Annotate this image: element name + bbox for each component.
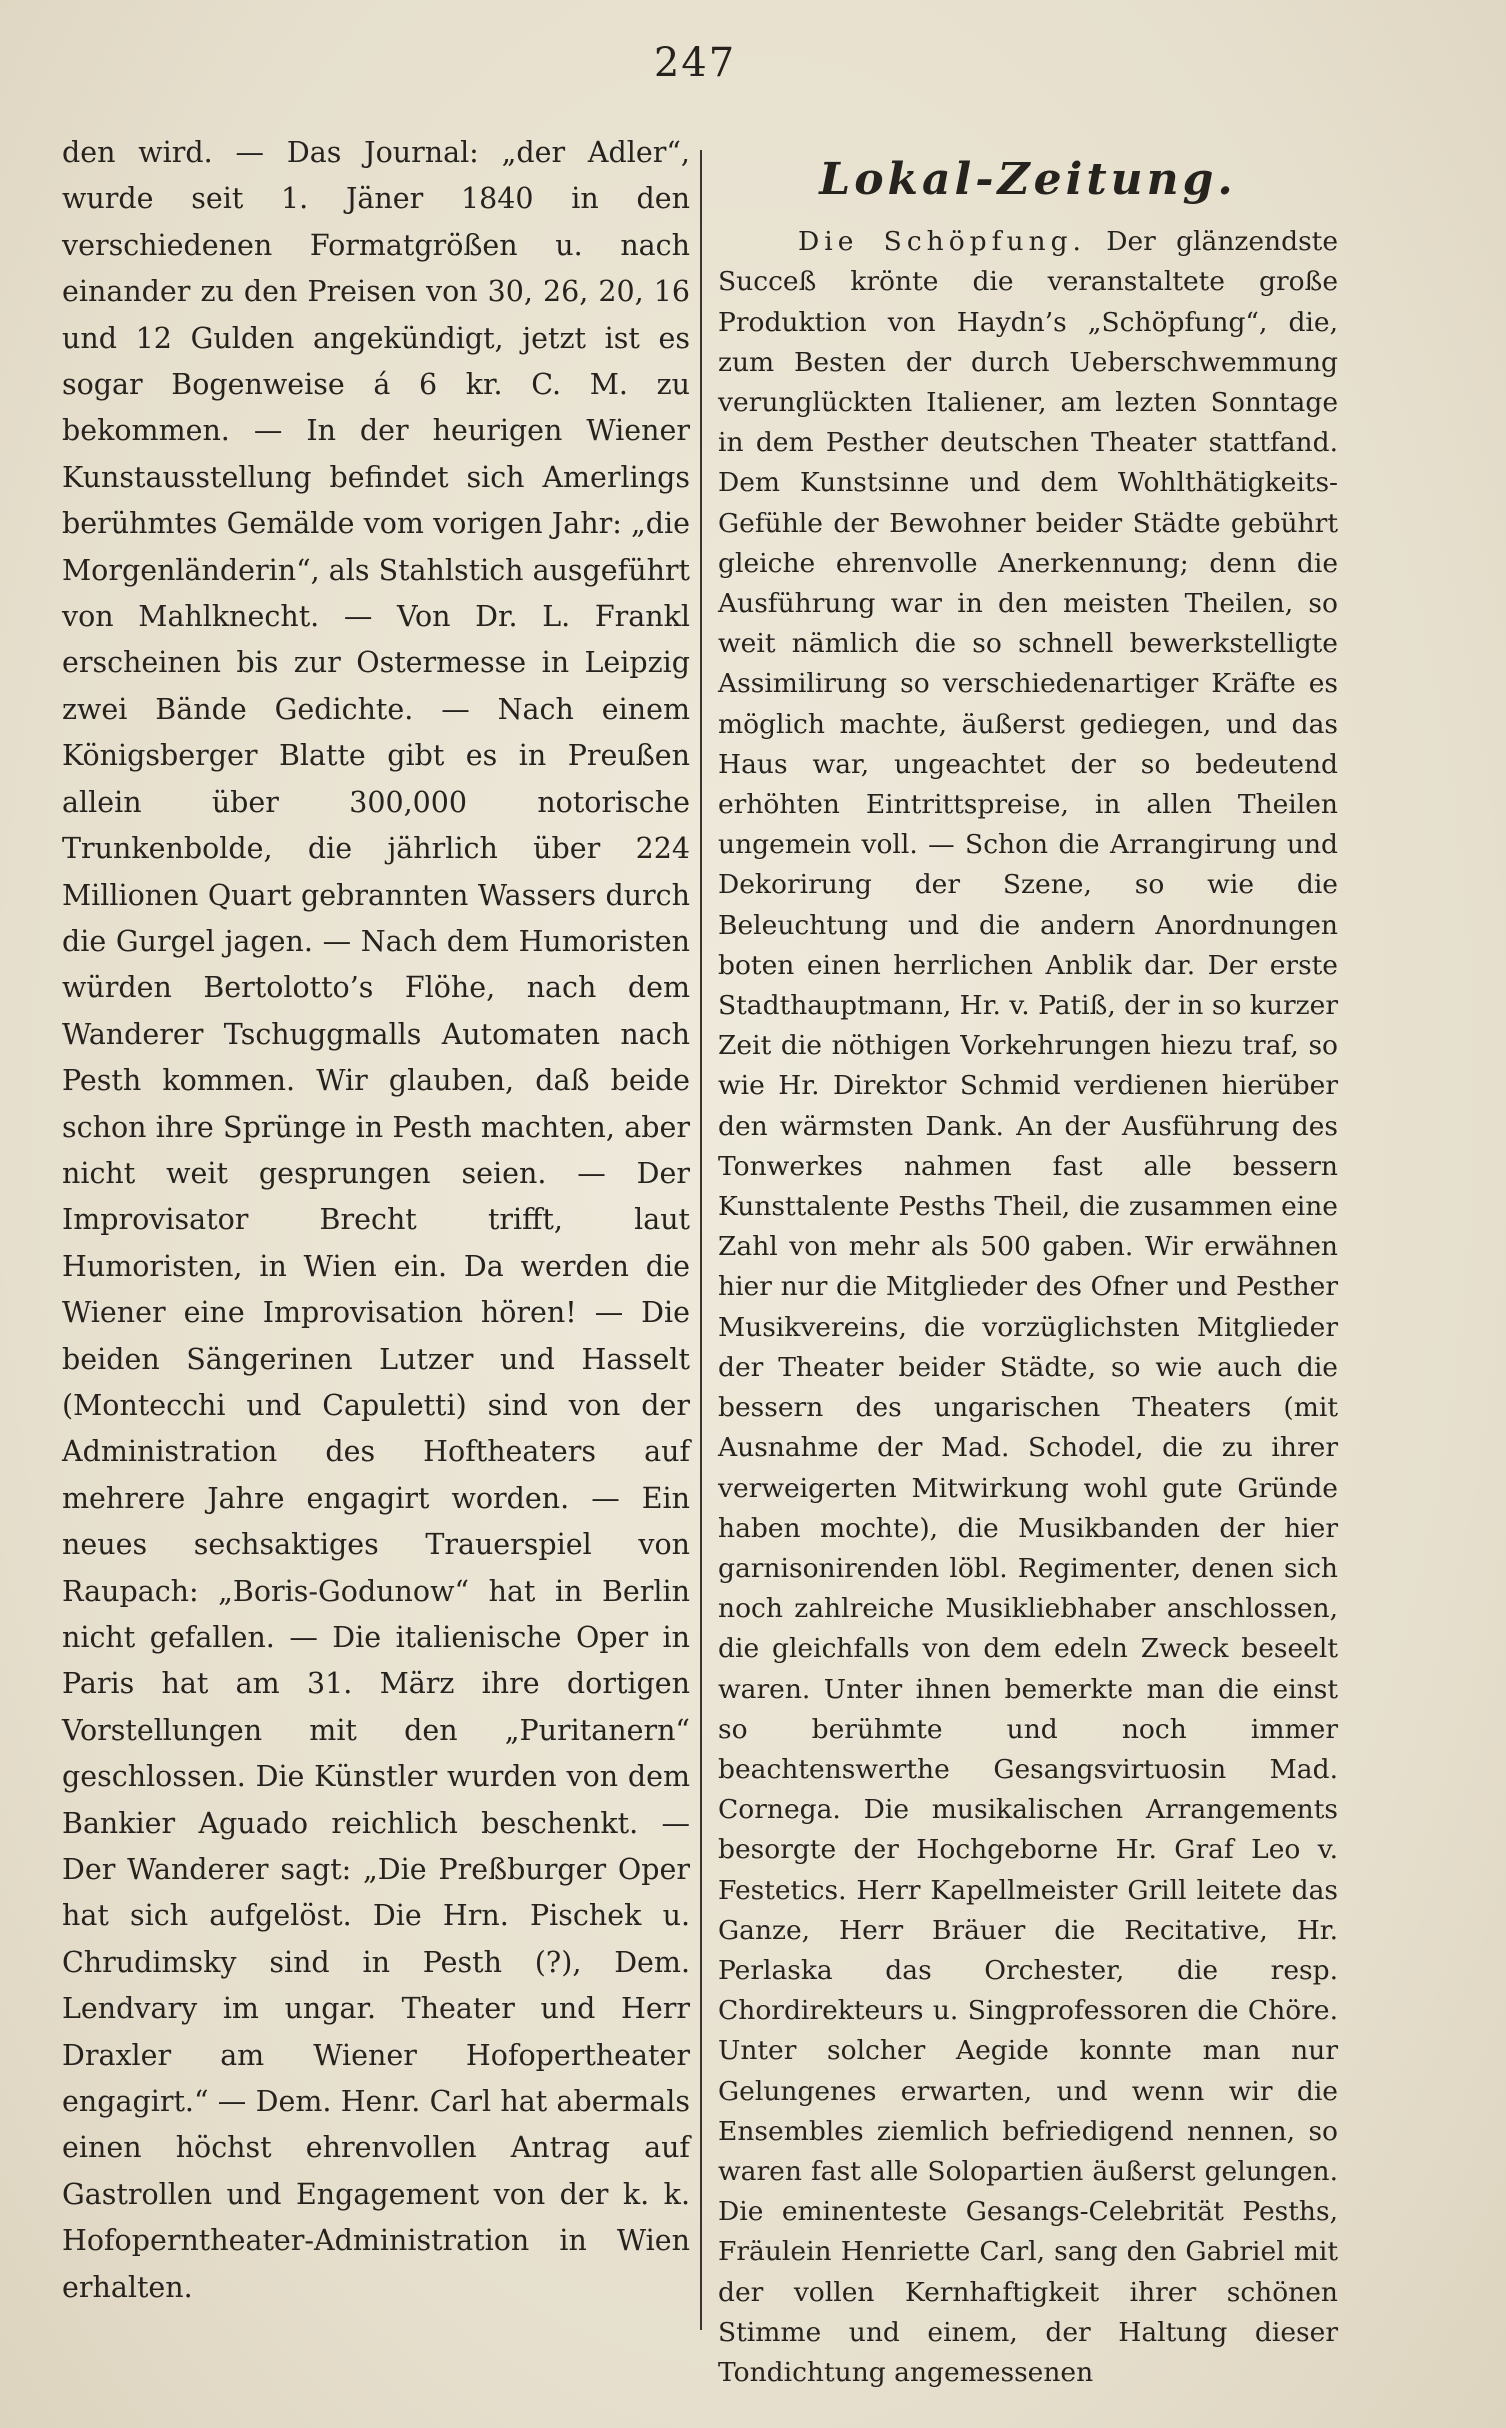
left-column	[62, 130, 690, 2311]
article-body	[718, 222, 1338, 2393]
column-divider	[700, 150, 702, 2330]
page-number: 247	[653, 40, 737, 86]
section-title: Lokal-Zeitung.	[819, 154, 1237, 205]
article-text: Der glänzendste Succeß krönte die veranstaltete große Produktion von Haydn’s „Schöpfung“, die, zum Besten der durch Ueberschwemmung verunglückten Italiener, am lezten Sonntage in dem Pesther deutschen Theater stattfand. Dem Kunstsinne und dem Wohlthätigkeits-Gefühle der Bewohner beider Städte gebührt gleiche ehrenvolle Anerkennung; denn die Ausführung war in den meisten Theilen, so weit nämlich die so schnell bewerkstelligte Assimilirung so verschiedenartiger Kräfte es möglich machte, äußerst gediegen, und das Haus war, ungeachtet der so bedeutend erhöhten Eintrittspreise, in allen Theilen ungemein voll. — Schon die Arrangirung und Dekorirung der Szene, so wie die Beleuchtung und die andern Anordnungen boten einen herrlichen Anblik dar. Der erste Stadthauptmann, Hr. v. Patiß, der in so kurzer Zeit die nöthigen Vorkehrungen hiezu traf, so wie Hr. Direktor Schmid verdienen hierüber den wärmsten Dank. An der Ausführung des Tonwerkes nahmen fast alle bessern Kunsttalente Pesths Theil, die zusammen eine Zahl von mehr als 500 gaben. Wir erwähnen hier nur die Mitglieder des Ofner und Pesther Musikvereins, die vorzüglichsten Mitglieder der Theater beider Städte, so wie auch die bessern des ungarischen Theaters (mit Ausnahme der Mad. Schodel, die zu ihrer verweigerten Mitwirkung wohl gute Gründe haben mochte), die Musikbanden der hier garnisonirenden löbl. Regimenter, denen sich noch zahlreiche Musikliebhaber anschlossen, die gleichfalls von dem edeln Zweck beseelt waren. Unter ihnen bemerkte man die einst so berühmte und noch immer beachtenswerthe Gesangsvirtuosin Mad. Cornega. Die musikalischen Arrangements besorgte der Hochgeborne Hr. Graf Leo v. Festetics. Herr Kapellmeister Grill leitete das Ganze, Herr Bräuer die Recitative, Hr. Perlaska das Orchester, die resp. Chordirekteurs u. Singprofessoren die Chöre. Unter solcher Aegide konnte man nur Gelungenes erwarten, und wenn wir die Ensembles ziemlich befriedigend nennen, so waren fast alle Solopartien äußerst gelungen. Die eminenteste Gesangs-Celebrität Pesths, Fräulein Henriette Carl, sang den Gabriel mit der vollen Kernhaftigkeit ihrer schönen Stimme und einem, der Haltung dieser Tondichtung angemessenen	[718, 226, 1339, 2388]
article-lead: Die Schöpfung.	[798, 226, 1086, 258]
left-column-text: den wird. — Das Journal: „der Adler“, wurde seit 1. Jäner 1840 in den verschiedenen Formatgrößen u. nach einander zu den Preisen von 30, 26, 20, 16 und 12 Gulden angekündigt, jetzt ist es sogar Bogenweise á 6 kr. C. M. zu bekommen. — In der heurigen Wiener Kunstausstellung befindet sich Amerlings berühmtes Gemälde vom vorigen Jahr: „die Morgenländerin“, als Stahlstich ausgeführt von Mahlknecht. — Von Dr. L. Frankl erscheinen bis zur Ostermesse in Leipzig zwei Bände Gedichte. — Nach einem Königsberger Blatte gibt es in Preußen allein über 300,000 notorische Trunkenbolde, die jährlich über 224 Millionen Quart gebrannten Wassers durch die Gurgel jagen. — Nach dem Humoristen würden Bertolotto’s Flöhe, nach dem Wanderer Tschuggmalls Automaten nach Pesth kommen. Wir glauben, daß beide schon ihre Sprünge in Pesth machten, aber nicht weit gesprungen seien. — Der Improvisator Brecht trifft, laut Humoristen, in Wien ein. Da werden die Wiener eine Improvisation hören! — Die beiden Sängerinen Lutzer und Hasselt (Montecchi und Capuletti) sind von der Administration des Hoftheaters auf mehrere Jahre engagirt worden. — Ein neues sechsaktiges Trauerspiel von Raupach: „Boris-Godunow“ hat in Berlin nicht gefallen. — Die italienische Oper in Paris hat am 31. März ihre dortigen Vorstellungen mit den „Puritanern“ geschlossen. Die Künstler wurden von dem Bankier Aguado reichlich beschenkt. — Der Wanderer sagt: „Die Preßburger Oper hat sich aufgelöst. Die Hrn. Pischek u. Chrudimsky sind in Pesth (?), Dem. Lendvary im ungar. Theater und Herr Draxler am Wiener Hofopertheater engagirt.“ — Dem. Henr. Carl hat abermals einen höchst ehrenvollen Antrag auf Gastrollen und Engagement von der k. k. Hofoperntheater-Administration in Wien erhalten.	[62, 136, 691, 2304]
right-column	[718, 130, 1338, 2393]
